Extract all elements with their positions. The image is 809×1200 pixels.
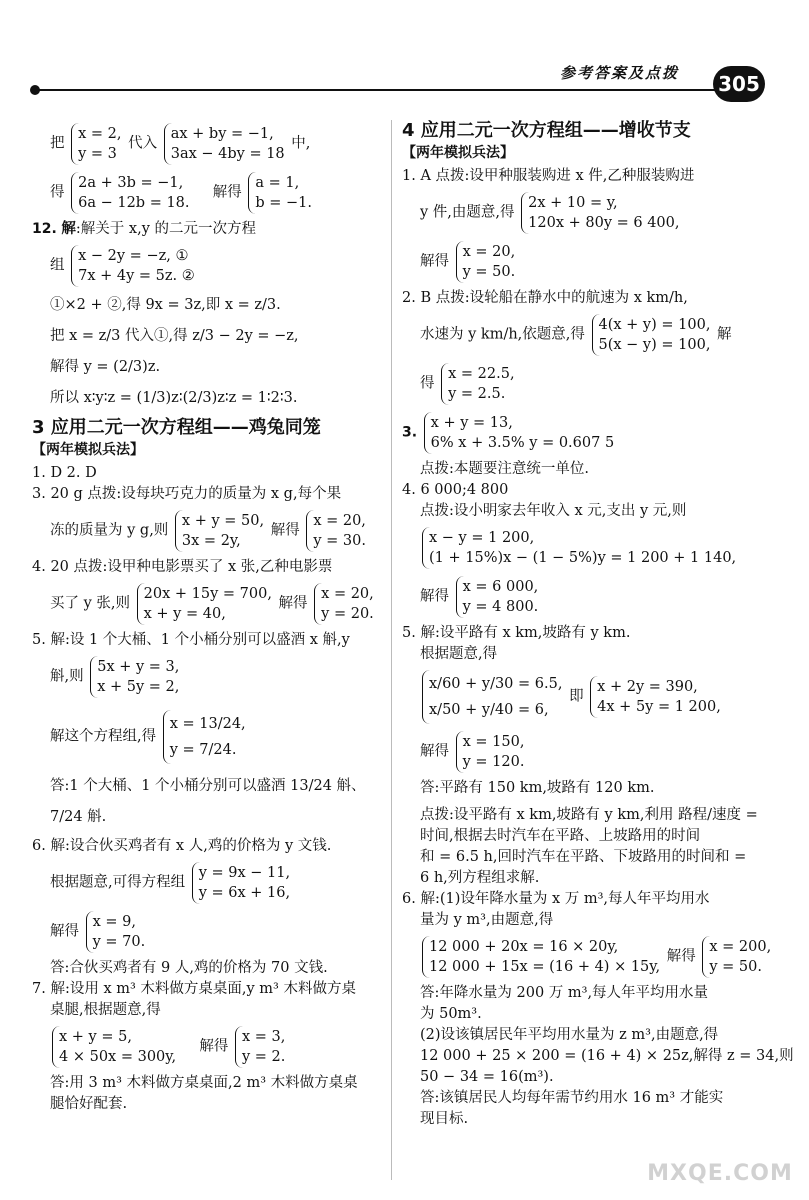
s4-q5-hint: 和 = 6.5 h,回时汽车在平路、下坡路用的时间和 = [420,849,747,865]
substitution-line: 把 x = 2, y = 3 代入 ax + by = −1, 3ax − 4by = 18 中, [32,121,392,167]
s4-q2-solution: 得 x = 22.5, y = 2.5. [402,361,774,407]
s3-q4: 4. 20 点拨:设甲种电影票买了 x 张,乙种电影票 [32,559,333,575]
s4-q6-part2: 50 − 34 = 16(m³). [420,1069,554,1085]
question-12: 12. 解:解关于 x,y 的二元一次方程 [32,221,257,237]
s3-q3: 3. 20 g 点拨:设每块巧克力的质量为 x g,每个果 [32,486,342,502]
section-4-title: 4 应用二元一次方程组——增收节支 [402,120,691,141]
s3-q7: 7. 解:设用 x m³ 木料做方桌桌面,y m³ 木料做方桌 [32,981,356,997]
s4-q6-answer: 为 50m³. [420,1006,482,1022]
s4-q6-answer: 答:该镇居民人均每年需节约用水 16 m³ 才能实 [420,1090,724,1106]
s4-q3-note: 点拨:本题要注意统一单位. [420,461,589,477]
s4-q5-system: x/60 + y/30 = 6.5, x/50 + y/40 = 6, 即 x + 2y = 390, 4x + 5y = 1 200, [402,668,774,726]
equation-system: ax + by = −1, 3ax − 4by = 18 [164,123,285,165]
s3-q7-answer: 答:用 3 m³ 木料做方桌桌面,2 m³ 木料做方桌桌 [50,1075,358,1091]
s3-q5: 5. 解:设 1 个大桶、1 个小桶分别可以盛酒 x 斛,y [32,632,350,648]
section-4-tag: 【两年模拟兵法】 [402,145,514,161]
header-rule [34,89,734,91]
s3-q3-system: 冻的质量为 y g,则 x + y = 50, 3x = 2y, 解得 x = 20, y = 30. [32,508,392,554]
s4-q5: 5. 解:设平路有 x km,坡路有 y km. [402,625,631,641]
s4-q1-system: y 件,由题意,得 2x + 10 = y, 120x + 80y = 6 400, [402,190,774,236]
s3-q1-2: 1. D 2. D [32,465,97,481]
s3-q5-solution: 解这个方程组,得 x = 13/24, y = 7/24. [32,708,392,766]
s4-q5-solution: 解得 x = 150, y = 120. [402,729,774,775]
s4-q5-hint: 点拨:设平路有 x km,坡路有 y km,利用 路程/速度 = [420,807,758,823]
page-header [0,0,809,112]
s4-q3: 3. x + y = 13, 6% x + 3.5% y = 0.607 5 [402,410,774,456]
equation-system: x = 2, y = 3 [71,123,121,165]
section-3-title: 3 应用二元一次方程组——鸡兔同笼 [32,417,321,438]
s4-q2: 2. B 点拨:设轮船在静水中的航速为 x km/h, [402,290,688,306]
left-column [32,118,392,1115]
page-number: 305 [713,66,765,102]
s4-q6: 6. 解:(1)设年降水量为 x 万 m³,每人年平均用水 [402,891,710,907]
s3-q6-system: 根据题意,可得方程组 y = 9x − 11, y = 6x + 16, [32,860,392,906]
s4-q5-hint: 时间,根据去时汽车在平路、上坡路用的时间 [420,828,701,844]
q12-step: 把 x = z/3 代入①,得 z/3 − 2y = −z, [50,328,299,344]
s4-q6-system: 12 000 + 20x = 16 × 20y, 12 000 + 15x = (16 + 4) × 15y, 解得 x = 200, y = 50. [402,934,774,980]
equation-system: 2a + 3b = −1, 6a − 12b = 18. [71,172,189,214]
s4-q1: 1. A 点拨:设甲种服装购进 x 件,乙种服装购进 [402,168,695,184]
section-3-tag: 【两年模拟兵法】 [32,442,144,458]
equation-system: a = 1, b = −1. [248,172,312,214]
s4-q2-system: 水速为 y km/h,依题意,得 4(x + y) = 100, 5(x − y) = 100, 解 [402,312,774,358]
s4-q5-hint: 6 h,列方程组求解. [420,870,540,886]
s4-q4-system: x − y = 1 200, (1 + 15%)x − (1 − 5%)y = 1 200 + 1 140, [402,525,774,571]
q12-step: 所以 x∶y∶z = (1/3)z∶(2/3)z∶z = 1∶2∶3. [50,390,298,406]
q12-step: ①×2 + ②,得 9x = 3z,即 x = z/3. [50,297,281,313]
s3-q6-solution: 解得 x = 9, y = 70. [32,909,392,955]
s4-q6-part2: (2)设该镇居民年平均用水量为 z m³,由题意,得 [420,1027,719,1043]
header-title: 参考答案及点拨 [560,64,680,82]
s3-q5-answer: 答:1 个大桶、1 个小桶分别可以盛酒 13/24 斛、 [50,778,366,794]
right-column [402,118,794,1130]
s4-q6-part2: 12 000 + 25 × 200 = (16 + 4) × 25z,解得 z = 34,则 [420,1048,794,1064]
s4-q4-solution: 解得 x = 6 000, y = 4 800. [402,574,774,620]
s3-q7-system: x + y = 5, 4 × 50x = 300y, 解得 x = 3, y = 2. [32,1024,392,1070]
s3-q7-answer: 腿恰好配套. [50,1096,128,1112]
s4-q5: 根据题意,得 [420,646,498,662]
q12-step: 解得 y = (2/3)z. [50,359,161,375]
s3-q4-system: 买了 y 张,则 20x + 15y = 700, x + y = 40, 解得 x = 20, y = 20. [32,581,392,627]
s3-q5-system: 斛,则 5x + y = 3, x + 5y = 2, [32,654,392,700]
s4-q4: 4. 6 000;4 800 [402,482,509,498]
s4-q6-answer: 答:年降水量为 200 万 m³,每人年平均用水量 [420,985,709,1001]
s3-q6-answer: 答:合伙买鸡者有 9 人,鸡的价格为 70 文钱. [50,960,328,976]
s4-q6-answer: 现目标. [420,1111,469,1127]
s4-q4-note: 点拨:设小明家去年收入 x 元,支出 y 元,则 [420,503,687,519]
s4-q6: 量为 y m³,由题意,得 [420,912,554,928]
s4-q1-solution: 解得 x = 20, y = 50. [402,239,774,285]
s4-q5-answer: 答:平路有 150 km,坡路有 120 km. [420,780,655,796]
s3-q6: 6. 解:设合伙买鸡者有 x 人,鸡的价格为 y 文钱. [32,838,332,854]
watermark-logo: MXQE.COM [647,1161,793,1186]
solve-line: 得 2a + 3b = −1, 6a − 12b = 18. 解得 a = 1, b = −1. [32,170,392,216]
q12-system: 组 x − 2y = −z, ① 7x + 4y = 5z. ② [32,243,392,289]
s3-q7: 桌腿,根据题意,得 [50,1002,161,1018]
s3-q5-answer: 7/24 斛. [50,809,107,825]
equation-system: x − 2y = −z, ① 7x + 4y = 5z. ② [71,245,195,287]
